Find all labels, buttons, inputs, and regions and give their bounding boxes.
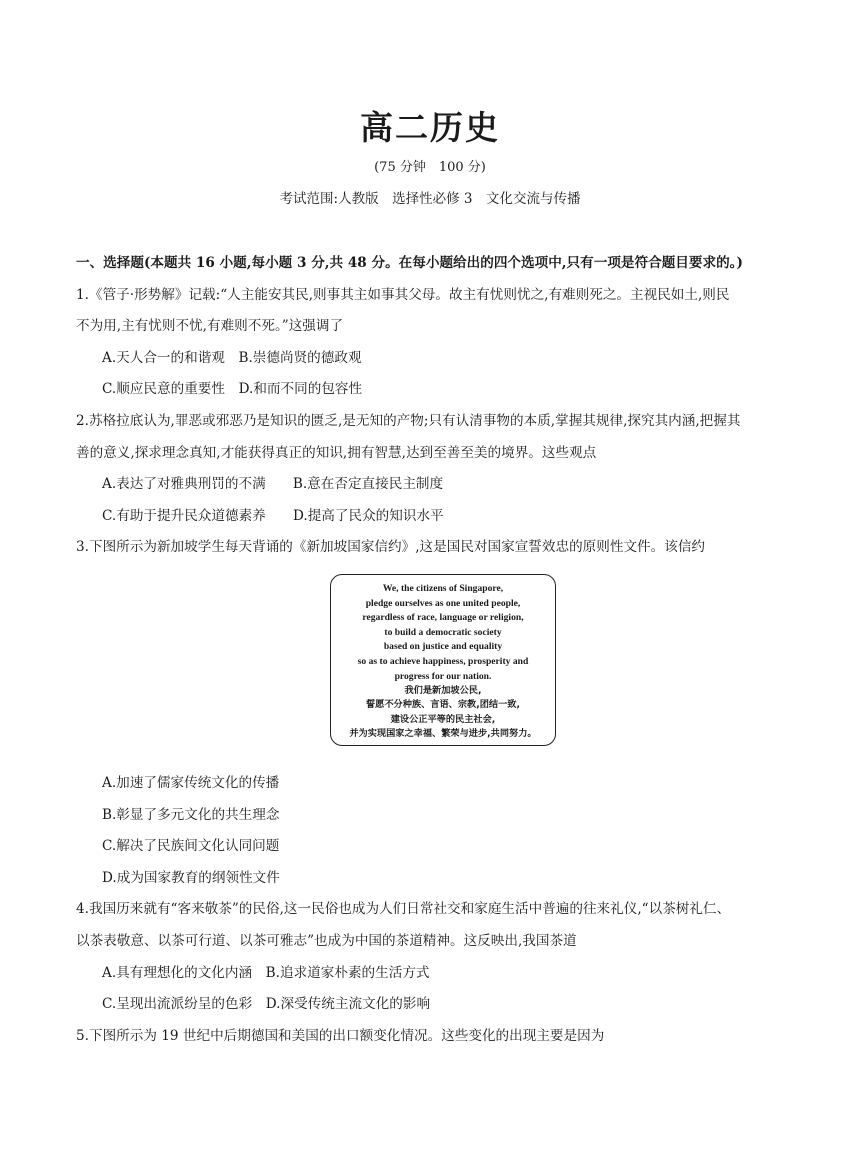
- question-stem-line: 4.我国历来就有“客来敬茶”的民俗,这一民俗也成为人们日常社交和家庭生活中普遍的往来礼仪,“以茶树礼仁、: [76, 901, 731, 918]
- exam-content: [76, 248, 796, 1052]
- question-stem-line: 善的意义,探求理念真知,才能获得真正的知识,拥有智慧,达到至善至美的境界。这些观点: [76, 444, 597, 461]
- singapore-pledge-figure: [330, 574, 556, 746]
- answer-option: C.解决了民族间文化认同问题: [102, 838, 280, 855]
- question-4: [76, 894, 796, 1020]
- pledge-chinese-line: 誓愿不分种族、言语、宗教,团结一致,: [366, 699, 520, 711]
- pledge-english-line: We, the citizens of Singapore,: [382, 582, 504, 594]
- question-5: [76, 1021, 796, 1053]
- answer-options: A.表达了对雅典刑罚的不满 B.意在否定直接民主制度: [102, 476, 444, 493]
- question-stem-line: 以茶表敬意、以茶可行道、以茶可雅志”也成为中国的茶道精神。这反映出,我国茶道: [76, 932, 577, 949]
- pledge-chinese-line: 并为实现国家之幸福、繁荣与进步,共同努力。: [349, 727, 537, 739]
- pledge-english-line: to build a democratic society: [384, 626, 502, 638]
- question-stem-line: 不为用,主有忧则不忧,有难则不死。”这强调了: [76, 318, 344, 335]
- answer-option: A.加速了儒家传统文化的传播: [102, 774, 280, 791]
- answer-options: C.呈现出流派纷呈的色彩 D.深受传统主流文化的影响: [102, 996, 431, 1013]
- pledge-english-line: pledge ourselves as one united people,: [365, 597, 521, 609]
- pledge-english-line: so as to achieve happiness, prosperity and: [357, 655, 529, 667]
- answer-option: B.彰显了多元文化的共生理念: [102, 806, 280, 823]
- pledge-chinese-line: 建设公正平等的民主社会,: [390, 713, 496, 725]
- question-1: [76, 280, 796, 406]
- answer-options: C.顺应民意的重要性 D.和而不同的包容性: [102, 381, 363, 398]
- question-3: [76, 532, 796, 894]
- answer-options: C.有助于提升民众道德素养 D.提高了民众的知识水平: [102, 507, 444, 524]
- answer-options: A.具有理想化的文化内涵 B.追求道家朴素的生活方式: [102, 964, 430, 981]
- pledge-english-line: based on justice and equality: [383, 641, 503, 653]
- question-2: [76, 406, 796, 532]
- section-header: 一、选择题(本题共 16 小题,每小题 3 分,共 48 分。在每小题给出的四个选项中,只有一项是符合题目要求的。): [76, 255, 743, 271]
- pledge-chinese-line: 我们是新加坡公民,: [404, 685, 482, 697]
- exam-scope: 考试范围:人教版 选择性必修 3 文化交流与传播: [279, 191, 581, 207]
- pledge-english-line: regardless of race, language or religion,: [362, 612, 524, 624]
- question-stem-line: 1.《管子·形势解》记载:“人主能安其民,则事其主如事其父母。故主有忧则忧之,有难则死之。主视民如土,则民: [76, 286, 730, 303]
- question-stem-line: 3.下图所示为新加坡学生每天背诵的《新加坡国家信约》,这是国民对国家宣誓效忠的原则性文件。该信约: [76, 539, 706, 556]
- question-stem-line: 5.下图所示为 19 世纪中后期德国和美国的出口额变化情况。这些变化的出现主要是因为: [76, 1027, 605, 1044]
- answer-options: A.天人合一的和谐观 B.崇德尚贤的德政观: [102, 349, 362, 366]
- figure-container: [76, 564, 796, 768]
- question-stem-line: 2.苏格拉底认为,罪恶或邪恶乃是知识的匮乏,是无知的产物;只有认清事物的本质,掌握其规律,探究其内涵,把握其: [76, 412, 741, 429]
- answer-option: D.成为国家教育的纲领性文件: [102, 869, 280, 886]
- page-title: 高二历史: [360, 108, 500, 147]
- exam-duration-score: (75 分钟 100 分): [374, 160, 486, 175]
- pledge-english-line: progress for our nation.: [394, 670, 492, 682]
